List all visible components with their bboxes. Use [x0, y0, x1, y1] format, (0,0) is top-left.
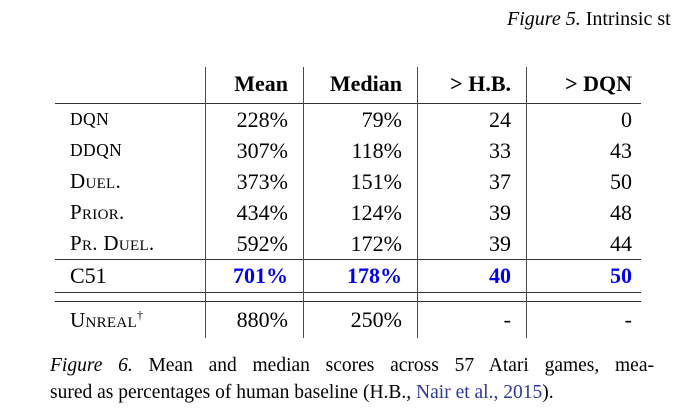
table-cell: 48	[610, 199, 632, 225]
caption-line1-text: Mean and median scores across 57 Atari games, mea-	[148, 355, 654, 376]
table-cell: 178%	[347, 263, 402, 288]
table-cell: 172%	[350, 230, 402, 256]
figure6-label: Figure 6.	[50, 355, 133, 376]
row-label: Unreal†	[70, 307, 144, 332]
table-cell: 250%	[350, 307, 402, 332]
table-body	[55, 104, 641, 339]
table-header-row	[55, 64, 641, 103]
table-row-duel	[55, 166, 641, 197]
double-section-rule	[55, 292, 641, 302]
column-header-mean: Mean	[234, 70, 288, 96]
table-cell: 50	[610, 263, 632, 288]
table-cell: 373%	[236, 168, 288, 194]
table-cell: 880%	[236, 307, 288, 332]
table-cell: 124%	[350, 199, 402, 225]
table-row-unreal	[55, 302, 641, 339]
table-cell: 50	[610, 168, 632, 194]
table-cell: 592%	[236, 230, 288, 256]
table-cell: 79%	[361, 106, 402, 132]
table-cell: 43	[610, 137, 632, 163]
row-label: C51	[70, 263, 107, 288]
table-cell: 701%	[233, 263, 288, 288]
table-cell: 228%	[236, 106, 288, 132]
table-cell: 307%	[236, 137, 288, 163]
row-label: DDQN	[70, 140, 123, 160]
row-label: Pr. Duel.	[70, 231, 155, 255]
dagger-footnote-marker: †	[136, 307, 144, 322]
figure5-text: Intrinsic st	[585, 8, 671, 30]
citation-link[interactable]: Nair et al., 2015	[416, 382, 543, 403]
table-cell: 37	[489, 168, 511, 194]
table-row-c51	[55, 260, 641, 292]
caption-line2-prefix: sured as percentages of human baseline (H.B.,	[50, 382, 417, 403]
table-cell: 151%	[350, 168, 402, 194]
row-label: DQN	[70, 109, 110, 129]
table-cell: -	[624, 307, 632, 332]
row-label: Prior.	[70, 200, 125, 224]
caption-line2-suffix: ).	[542, 382, 554, 403]
table-cell: 0	[621, 106, 632, 132]
table-cell: -	[503, 307, 511, 332]
table-cell: 118%	[351, 137, 402, 163]
figure6-caption	[50, 352, 654, 406]
table-row-prior	[55, 197, 641, 228]
caption-line-1	[50, 352, 654, 379]
caption-line-2	[50, 379, 654, 406]
column-header-gt-dqn: > DQN	[565, 70, 632, 96]
column-header-gt-hb: > H.B.	[450, 70, 511, 96]
table-row-dqn	[55, 104, 641, 135]
table-row-prduel	[55, 228, 641, 259]
figure5-label: Figure 5.	[507, 8, 581, 30]
table-cell: 24	[489, 106, 511, 132]
table-row-ddqn	[55, 135, 641, 166]
table-cell: 39	[489, 230, 511, 256]
table-cell: 33	[489, 137, 511, 163]
column-header-median: Median	[329, 70, 402, 96]
figure5-caption-fragment	[507, 8, 671, 31]
table-cell: 40	[489, 263, 511, 288]
results-table	[55, 64, 641, 339]
table-cell: 434%	[236, 199, 288, 225]
table-cell: 44	[610, 230, 632, 256]
row-label: Duel.	[70, 169, 122, 193]
table-cell: 39	[489, 199, 511, 225]
